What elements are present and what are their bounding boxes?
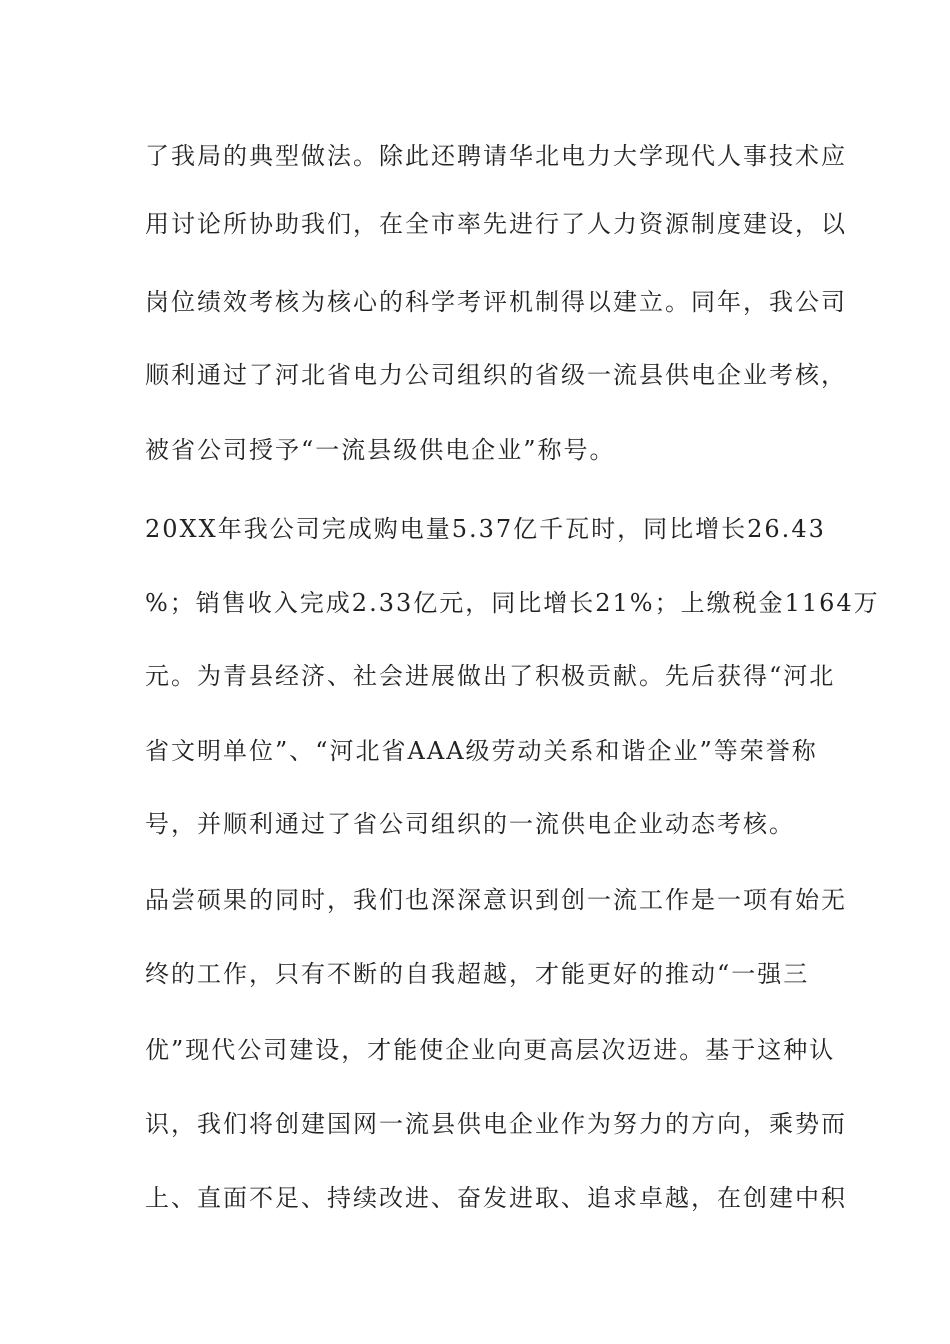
text-line: 优”现代公司建设，才能使企业向更高层次迈进。基于这种认	[145, 1036, 836, 1064]
text-line: 号，并顺利通过了省公司组织的一流供电企业动态考核。	[145, 810, 795, 838]
text-line: 元。为青县经济、社会进展做出了积极贡献。先后获得“河北	[145, 662, 836, 690]
text-line: %；销售收入完成2.33亿元，同比增长21%；上缴税金1164万	[145, 589, 880, 617]
text-line: 识，我们将创建国网一流县供电企业作为努力的方向，乘势而	[145, 1110, 847, 1138]
text-line: 品尝硕果的同时，我们也深深意识到创一流工作是一项有始无	[145, 886, 847, 914]
text-line: 了我局的典型做法。除此还聘请华北电力大学现代人事技术应	[145, 142, 847, 170]
text-line: 岗位绩效考核为核心的科学考评机制得以建立。同年，我公司	[145, 288, 847, 316]
text-line: 上、直面不足、持续改进、奋发进取、追求卓越，在创建中积	[145, 1184, 847, 1212]
text-line: 省文明单位”、“河北省AAA级劳动关系和谐企业”等荣誉称	[145, 737, 818, 765]
text-line: 被省公司授予“一流县级供电企业”称号。	[145, 436, 616, 464]
text-line: 顺利通过了河北省电力公司组织的省级一流县供电企业考核，	[145, 361, 847, 389]
text-line: 用讨论所协助我们，在全市率先进行了人力资源制度建设，以	[145, 210, 847, 238]
text-line: 20XX年我公司完成购电量5.37亿千瓦时，同比增长26.43	[145, 515, 826, 543]
text-line: 终的工作，只有不断的自我超越，才能更好的推动“一强三	[145, 960, 810, 988]
